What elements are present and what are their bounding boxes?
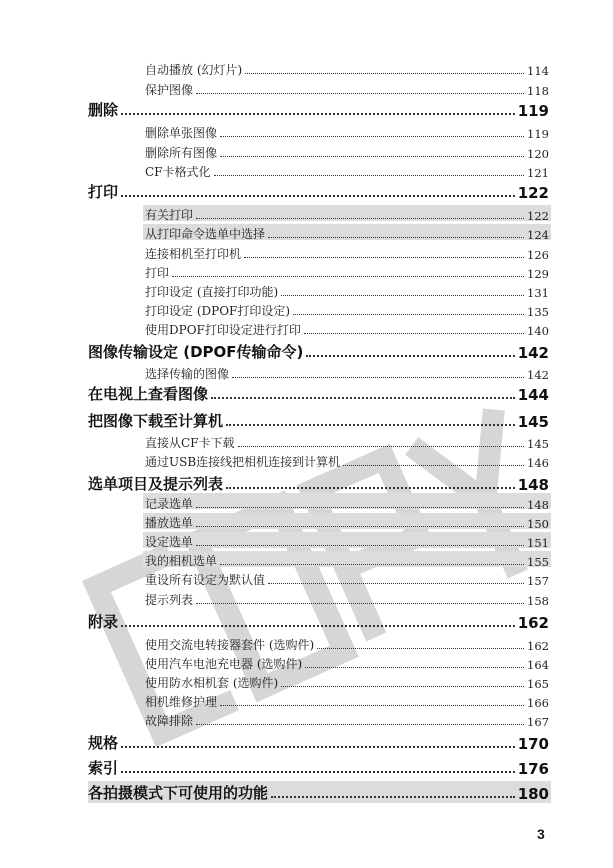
toc-heading-title: 把图像下载至计算机 [88, 412, 224, 430]
toc-entry [145, 121, 549, 141]
toc-leader [196, 93, 524, 94]
toc-entry-title: 故障排除 [145, 714, 194, 728]
toc-entry-title: 使用汽车电池充电器 (选购件) [145, 657, 303, 671]
toc-leader [196, 218, 524, 219]
toc-leader [211, 397, 515, 399]
toc-entry-title: 自动播放 (幻灯片) [145, 63, 243, 77]
toc-entry [145, 362, 549, 382]
toc-entry-title: 打印设定 (DPOF打印设定) [145, 304, 291, 318]
toc-leader [245, 73, 524, 74]
toc-entry-page: 121 [527, 166, 549, 180]
toc-leader [121, 113, 515, 115]
toc-heading [88, 98, 549, 120]
toc-heading-title: 索引 [88, 759, 119, 777]
toc-leader [304, 333, 524, 334]
toc-leader [196, 526, 524, 527]
toc-leader [121, 625, 515, 627]
toc-leader [306, 355, 514, 357]
toc-leader [196, 724, 524, 725]
toc-entry-page: 120 [527, 147, 549, 161]
toc-heading-page: 122 [517, 184, 549, 202]
toc-entry [145, 160, 549, 180]
toc-entry [145, 530, 549, 550]
toc-entry-title: 使用防水相机套 (选购件) [145, 676, 279, 690]
toc-entry-page: 118 [527, 84, 549, 98]
toc-heading [88, 180, 549, 202]
toc-entry [145, 141, 549, 161]
toc-heading [88, 409, 549, 431]
toc-entry-page: 164 [527, 658, 549, 672]
toc-entry [145, 671, 549, 691]
toc-entry-page: 131 [527, 286, 549, 300]
toc-leader [317, 648, 524, 649]
toc-heading [88, 472, 549, 494]
toc-leader [271, 796, 515, 798]
toc-entry-title: 播放选单 [145, 516, 194, 530]
toc-entry-page: 145 [527, 437, 549, 451]
toc-leader [121, 746, 515, 748]
toc-leader [196, 545, 524, 546]
toc-heading-title: 附录 [88, 613, 119, 631]
toc-entry-title: CF卡格式化 [145, 165, 211, 179]
toc-entry [145, 299, 549, 319]
toc-leader [268, 583, 524, 584]
toc-heading-title: 各拍摄模式下可使用的功能 [88, 784, 269, 802]
toc-entry-title: 打印设定 (直接打印功能) [145, 285, 279, 299]
toc-heading-page: 145 [517, 413, 549, 431]
toc-leader [196, 507, 524, 508]
toc-leader [196, 603, 524, 604]
toc-heading [88, 731, 549, 753]
toc-leader [172, 276, 524, 277]
toc-entry [145, 549, 549, 569]
toc-heading [88, 382, 549, 404]
toc-leader [220, 136, 524, 137]
toc-entry-title: 删除所有图像 [145, 146, 218, 160]
toc-entry-page: 162 [527, 639, 549, 653]
toc-entry-title: 记录选单 [145, 497, 194, 511]
toc-entry [145, 78, 549, 98]
toc-entry-page: 157 [527, 574, 549, 588]
toc-entry [145, 450, 549, 470]
toc-entry-page: 155 [527, 555, 549, 569]
toc-leader [121, 195, 515, 197]
toc-entry-page: 119 [527, 127, 549, 141]
toc-entry-page: 146 [527, 456, 549, 470]
toc-heading [88, 340, 549, 362]
toc-heading-title: 在电视上查看图像 [88, 385, 209, 403]
toc-entry-page: 151 [527, 536, 549, 550]
toc-heading-title: 打印 [88, 183, 119, 201]
toc-entry-page: 140 [527, 324, 549, 338]
toc-entry [145, 492, 549, 512]
toc-leader [293, 314, 524, 315]
toc-leader [220, 564, 524, 565]
toc-heading-title: 选单项目及提示列表 [88, 475, 224, 493]
toc-entry [145, 242, 549, 262]
toc-leader [281, 295, 524, 296]
toc-entry [145, 203, 549, 223]
toc-entry-page: 142 [527, 368, 549, 382]
toc-leader [281, 686, 524, 687]
toc-heading-page: 144 [517, 386, 549, 404]
toc-heading-title: 规格 [88, 734, 119, 752]
toc-leader [305, 667, 524, 668]
toc-entry-title: 连接相机至打印机 [145, 247, 242, 261]
toc-entry-page: 166 [527, 696, 549, 710]
toc-entry-page: 129 [527, 267, 549, 281]
toc-entry-page: 122 [527, 209, 549, 223]
toc-entry-title: 使用交流电转接器套件 (选购件) [145, 638, 315, 652]
toc-entry-title: 我的相机选单 [145, 554, 218, 568]
toc-entry-page: 165 [527, 677, 549, 691]
toc-leader [226, 424, 515, 426]
toc-leader [268, 237, 524, 238]
toc-entry [145, 588, 549, 608]
toc-entry-title: 选择传输的图像 [145, 367, 230, 381]
toc-leader [214, 175, 525, 176]
toc-entry-title: 提示列表 [145, 593, 194, 607]
toc-entry-page: 158 [527, 594, 549, 608]
toc-leader [226, 487, 515, 489]
toc-entry [145, 633, 549, 653]
toc-entry [145, 318, 549, 338]
toc-entry-page: 148 [527, 498, 549, 512]
toc-heading-title: 删除 [88, 101, 119, 119]
toc-entry-title: 从打印命令选单中选择 [145, 227, 266, 241]
toc-entry-page: 135 [527, 305, 549, 319]
toc-entry [145, 709, 549, 729]
toc-heading-page: 142 [517, 344, 549, 362]
toc-entry-page: 167 [527, 715, 549, 729]
toc-leader [232, 377, 524, 378]
toc-leader [244, 257, 524, 258]
toc-heading-page: 119 [517, 102, 549, 120]
toc-entry-title: 保护图像 [145, 83, 194, 97]
toc-heading-page: 180 [517, 785, 549, 803]
toc-heading-page: 162 [517, 614, 549, 632]
toc-leader [121, 771, 515, 773]
toc-entry-title: 设定选单 [145, 535, 194, 549]
toc-entry-title: 相机维修护理 [145, 695, 218, 709]
toc-entry [145, 58, 549, 78]
toc-leader [220, 156, 524, 157]
toc-entry [145, 280, 549, 300]
toc-entry-page: 124 [527, 228, 549, 242]
toc-entry [145, 652, 549, 672]
toc-heading [88, 756, 549, 778]
toc-entry-title: 通过USB连接线把相机连接到计算机 [145, 455, 341, 469]
toc-heading [88, 781, 549, 803]
toc-entry-title: 删除单张图像 [145, 126, 218, 140]
toc-entry [145, 261, 549, 281]
toc-leader [220, 705, 524, 706]
toc-entry-title: 使用DPOF打印设定进行打印 [145, 323, 301, 337]
toc-entry [145, 511, 549, 531]
toc-leader [343, 465, 524, 466]
toc-entry-title: 重设所有设定为默认值 [145, 573, 266, 587]
toc-leader [238, 446, 525, 447]
toc-heading [88, 610, 549, 632]
toc-heading-page: 148 [517, 476, 549, 494]
toc-entry [145, 568, 549, 588]
toc-entry-page: 114 [527, 64, 549, 78]
page-number: 3 [537, 826, 545, 842]
toc-entry-page: 126 [527, 248, 549, 262]
toc-heading-page: 176 [517, 760, 549, 778]
toc-entry-title: 有关打印 [145, 208, 194, 222]
toc-entry [145, 431, 549, 451]
toc-entry [145, 690, 549, 710]
toc-heading-page: 170 [517, 735, 549, 753]
toc-entry-title: 打印 [145, 266, 170, 280]
toc-entry-page: 150 [527, 517, 549, 531]
toc-entry [145, 222, 549, 242]
toc-heading-title: 图像传输设定 (DPOF传输命令) [88, 343, 304, 361]
toc-entry-title: 直接从CF卡下载 [145, 436, 235, 450]
